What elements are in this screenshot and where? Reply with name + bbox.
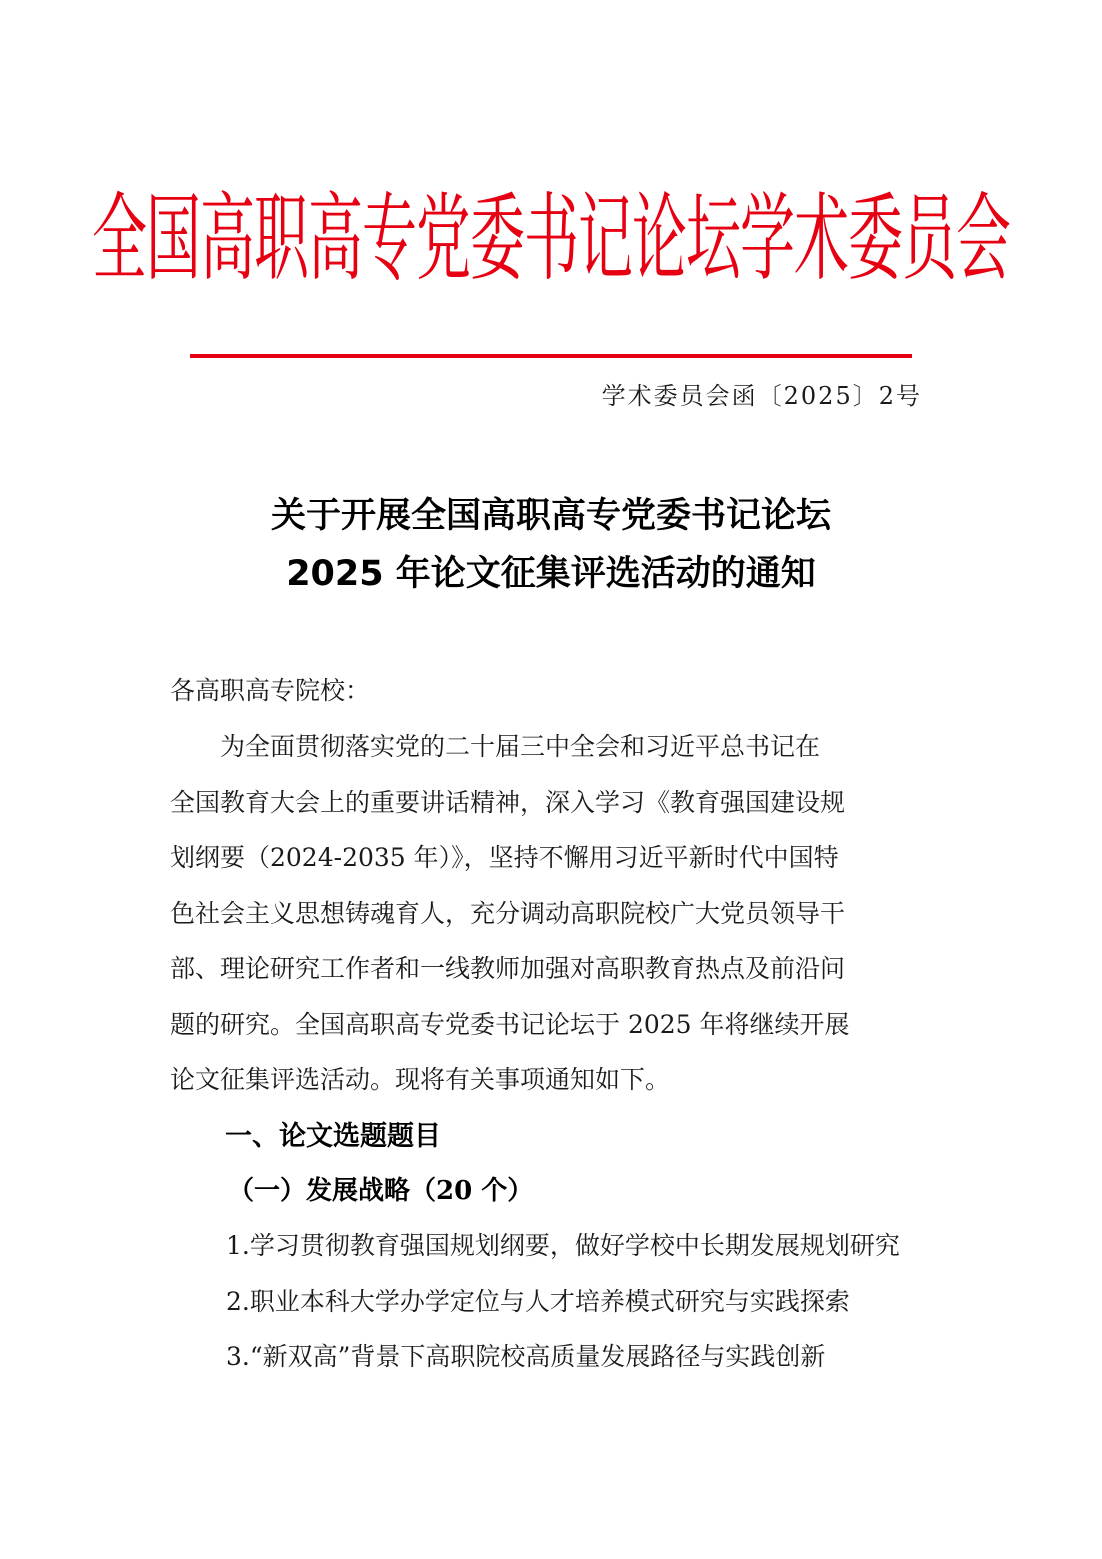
subsection-heading: （一）发展战略（20 个） xyxy=(228,1176,534,1206)
document-title-line-2: 2025 年论文征集评选活动的通知 xyxy=(286,554,816,594)
body-line: 论文征集评选活动。现将有关事项通知如下。 xyxy=(170,1065,671,1094)
body-line: 部、理论研究工作者和一线教师加强对高职教育热点及前沿问 xyxy=(170,954,846,983)
list-item: 2.职业本科大学办学定位与人才培养模式研究与实践探索 xyxy=(226,1287,850,1316)
body-line: 全国教育大会上的重要讲话精神，深入学习《教育强国建设规 xyxy=(170,788,846,817)
list-item: 3.“新双高”背景下高职院校高质量发展路径与实践创新 xyxy=(226,1342,826,1371)
body-line: 色社会主义思想铸魂育人，充分调动高职院校广大党员领导干 xyxy=(170,899,846,928)
organization-name: 全国高职高专党委书记论坛学术委员会 xyxy=(92,182,1011,293)
document-title-line-1: 关于开展全国高职高专党委书记论坛 xyxy=(270,496,831,536)
masthead xyxy=(92,160,1011,300)
body-line: 题的研究。全国高职高专党委书记论坛于 2025 年将继续开展 xyxy=(170,1010,850,1039)
list-item: 1.学习贯彻教育强国规划纲要，做好学校中长期发展规划研究 xyxy=(226,1231,900,1260)
salutation: 各高职高专院校： xyxy=(170,676,371,705)
body-line: 划纲要（2024-2035 年）》，坚持不懈用习近平新时代中国特 xyxy=(170,843,839,872)
body-line: 为全面贯彻落实党的二十届三中全会和习近平总书记在 xyxy=(170,732,821,761)
red-divider xyxy=(190,354,912,358)
section-heading: 一、论文选题题目 xyxy=(225,1121,441,1152)
document-number: 学术委员会函〔2025〕2号 xyxy=(601,382,922,410)
